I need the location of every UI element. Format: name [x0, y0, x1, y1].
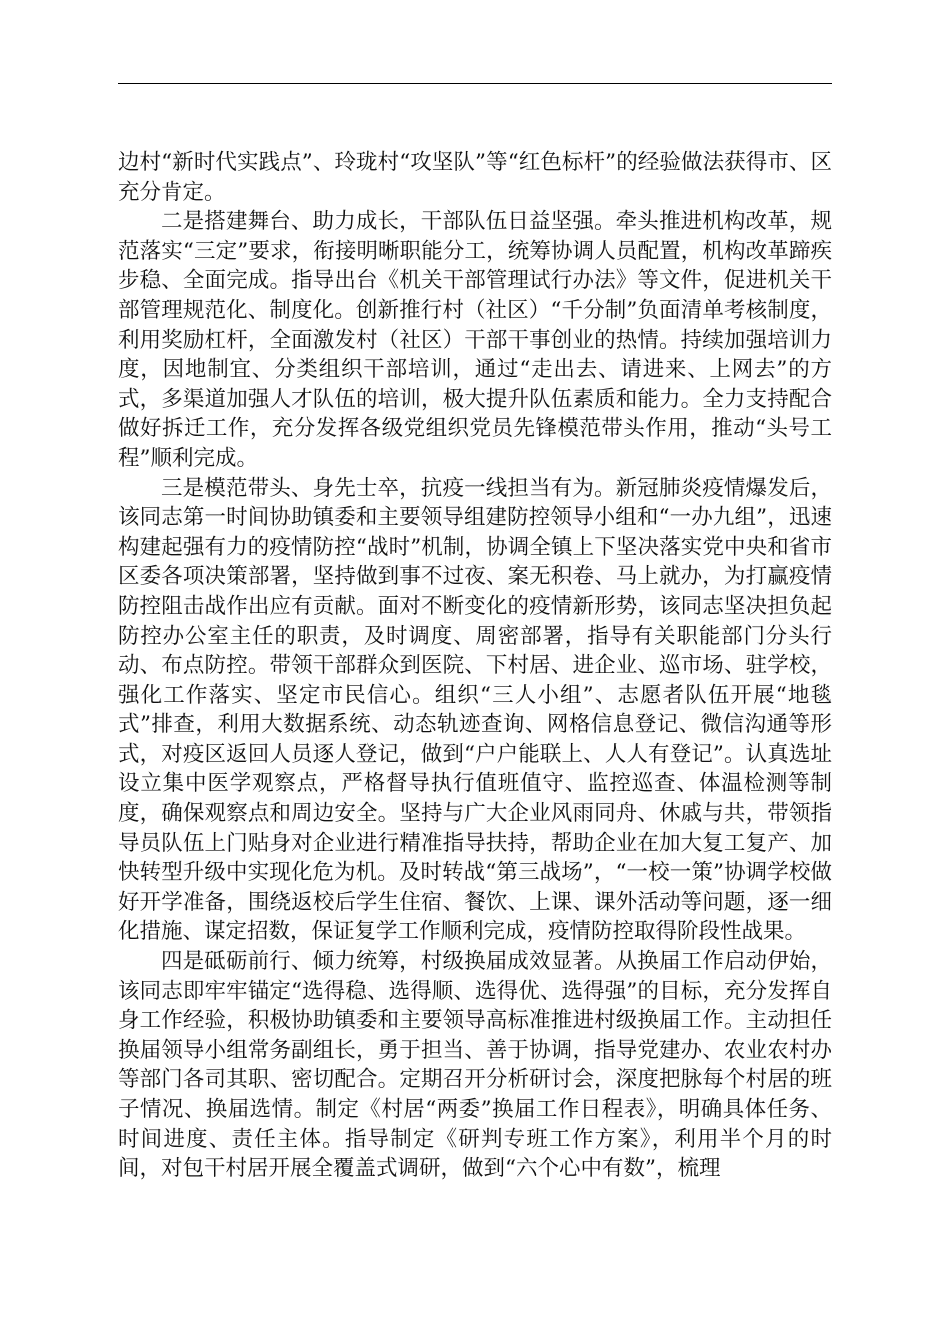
- paragraph-village-election: 四是砥砺前行、倾力统筹，村级换届成效显著。从换届工作启动伊始，该同志即牢牢锚定“选得稳、选得顺、选得优、选得强”的目标，充分发挥自身工作经验，积极协助镇委和主要领导高标准推进村级换届工作。主动担任换届领导小组常务副组长，勇于担当、善于协调，指导党建办、农业农村办等部门各司其职、密切配合。定期召开分析研讨会，深度把脉每个村居的班子情况、换届选情。制定《村居“两委”换届工作日程表》，明确具体任务、时间进度、责任主体。指导制定《研判专班工作方案》，利用半个月的时间，对包干村居开展全覆盖式调研，做到“六个心中有数”，梳理: [118, 949, 832, 1182]
- header-rule: [118, 83, 832, 84]
- paragraph-cadre-team: 二是搭建舞台、助力成长，干部队伍日益坚强。牵头推进机构改革，规范落实“三定”要求，衔接明晰职能分工，统筹协调人员配置，机构改革蹄疾步稳、全面完成。指导出台《机关干部管理试行办法》等文件，促进机关干部管理规范化、制度化。创新推行村（社区）“千分制”负面清单考核制度，利用奖励杠杆，全面激发村（社区）干部干事创业的热情。持续加强培训力度，因地制宜、分类组织干部培训，通过“走出去、请进来、上网去”的方式，多渠道加强人才队伍的培训，极大提升队伍素质和能力。全力支持配合做好拆迁工作，充分发挥各级党组织党员先锋模范带头作用，推动“头号工程”顺利完成。: [118, 209, 832, 471]
- paragraph-epidemic-response: 三是模范带头、身先士卒，抗疫一线担当有为。新冠肺炎疫情爆发后，该同志第一时间协助镇委和主要领导组建防控领导小组和“一办九组”，迅速构建起强有力的疫情防控“战时”机制，协调全镇上下坚决落实党中央和省市区委各项决策部署，坚持做到事不过夜、案无积卷、马上就办，为打赢疫情防控阻击战作出应有贡献。面对不断变化的疫情新形势，该同志坚决担负起防控办公室主任的职责，及时调度、周密部署，指导有关职能部门分头行动、布点防控。带领干部群众到医院、下村居、进企业、巡市场、驻学校，强化工作落实、坚定市民信心。组织“三人小组”、志愿者队伍开展“地毯式”排查，利用大数据系统、动态轨迹查询、网格信息登记、微信沟通等形式，对疫区返回人员逐人登记，做到“户户能联上、人人有登记”。认真选址设立集中医学观察点，严格督导执行值班值守、监控巡查、体温检测等制度，确保观察点和周边安全。坚持与广大企业风雨同舟、休戚与共，带领指导员队伍上门贴身对企业进行精准指导扶持，帮助企业在加大复工复产、加快转型升级中实现化危为机。及时转战“第三战场”，“一校一策”协调学校做好开学准备，围绕返校后学生住宿、餐饮、上课、课外活动等问题，逐一细化措施、谋定招数，保证复学工作顺利完成，疫情防控取得阶段性战果。: [118, 475, 832, 945]
- paragraph-continuation: 边村“新时代实践点”、玲珑村“攻坚队”等“红色标杆”的经验做法获得市、区充分肯定。: [118, 150, 832, 205]
- document-body: [118, 148, 832, 1184]
